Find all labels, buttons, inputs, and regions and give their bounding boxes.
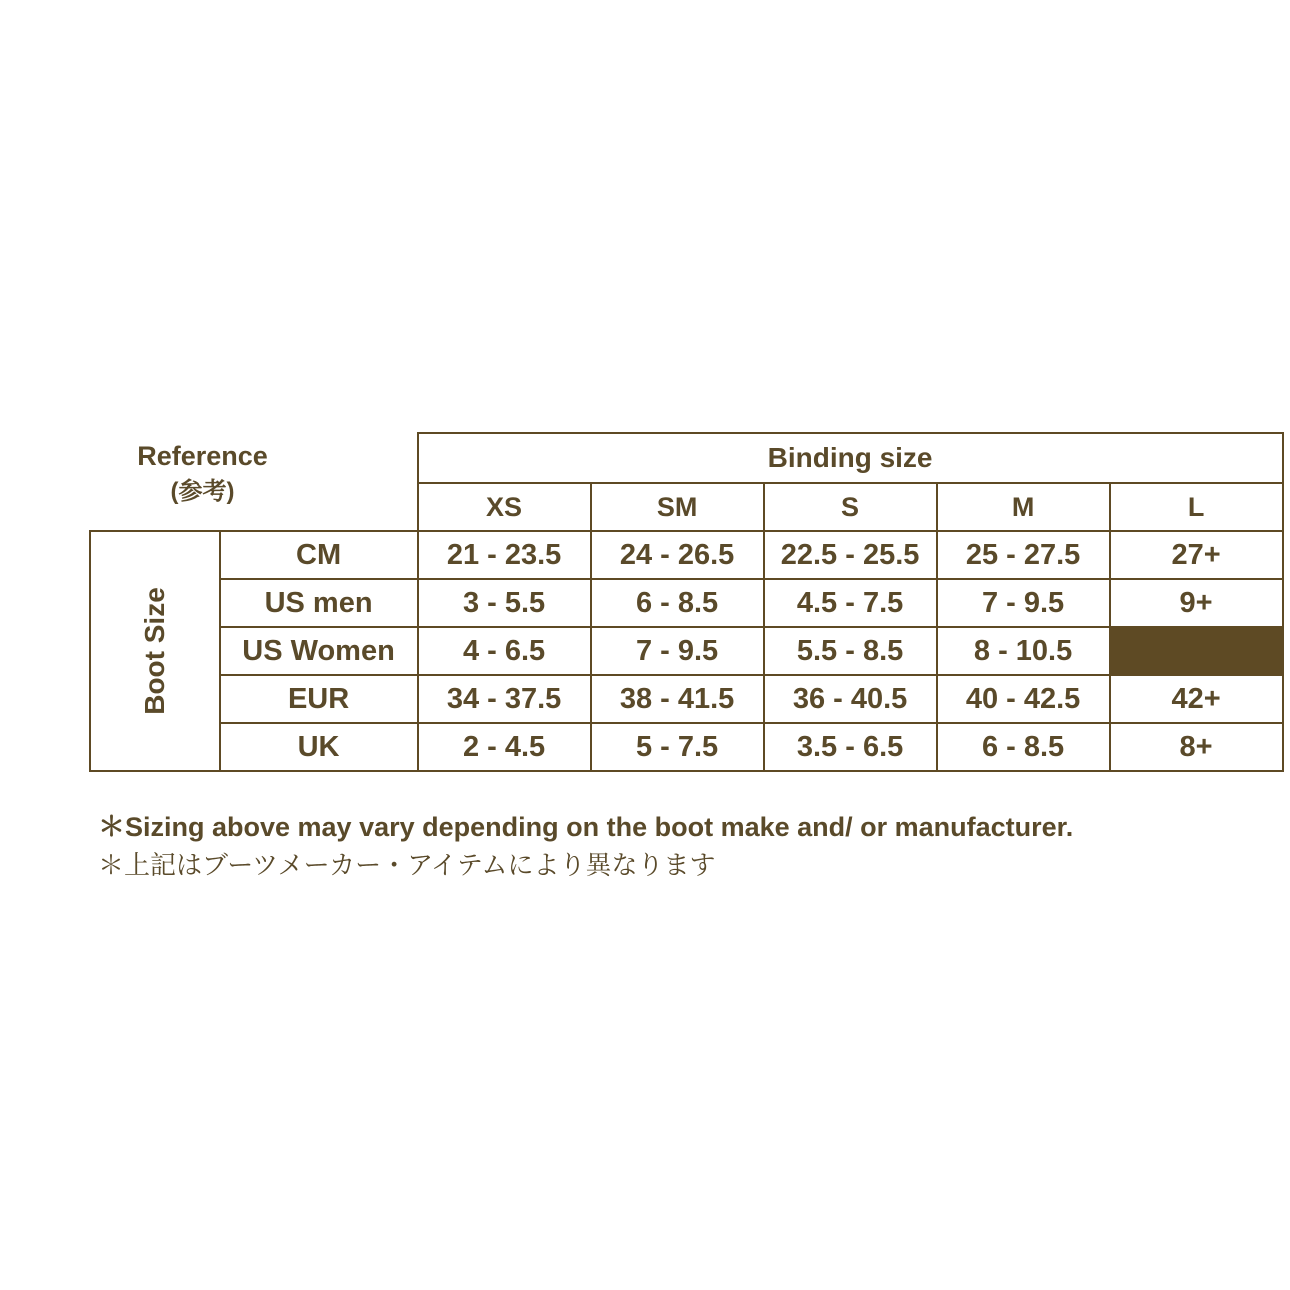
table-cell: 34 - 37.5 — [418, 675, 591, 723]
table-cell: 36 - 40.5 — [764, 675, 937, 723]
table-row — [90, 627, 1283, 675]
table-cell: 4.5 - 7.5 — [764, 579, 937, 627]
col-header-sm: SM — [591, 483, 764, 531]
table-cell: 40 - 42.5 — [937, 675, 1110, 723]
header-spacer-2 — [90, 483, 418, 531]
header-spacer — [90, 433, 418, 483]
table-cell: 2 - 4.5 — [418, 723, 591, 771]
table-cell: 6 - 8.5 — [591, 579, 764, 627]
table-cell: 5.5 - 8.5 — [764, 627, 937, 675]
table-cell: 9+ — [1110, 579, 1283, 627]
table-row — [90, 579, 1283, 627]
col-header-s: S — [764, 483, 937, 531]
table-cell: 24 - 26.5 — [591, 531, 764, 579]
table-cell: 25 - 27.5 — [937, 531, 1110, 579]
filled-cell — [1110, 627, 1283, 675]
boot-size-label-cell — [90, 531, 220, 771]
table-cell: 4 - 6.5 — [418, 627, 591, 675]
col-header-xs: XS — [418, 483, 591, 531]
footnote-english: ＊Sizing above may vary depending on the boot make and/ or manufacturer. — [98, 812, 1074, 842]
table-cell: 3.5 - 6.5 — [764, 723, 937, 771]
row-header-us-men: US men — [220, 579, 418, 627]
reference-subtitle: (参考) — [170, 478, 235, 505]
table-cell: 27+ — [1110, 531, 1283, 579]
table-row — [90, 531, 1283, 579]
col-header-l: L — [1110, 483, 1283, 531]
table-cell: 5 - 7.5 — [591, 723, 764, 771]
table-cell: 21 - 23.5 — [418, 531, 591, 579]
binding-header-row — [90, 433, 1283, 483]
row-header-us-women: US Women — [220, 627, 418, 675]
table-cell: 7 - 9.5 — [591, 627, 764, 675]
row-header-cm: CM — [220, 531, 418, 579]
table-cell: 3 - 5.5 — [418, 579, 591, 627]
boot-size-label: Boot Size — [138, 586, 170, 715]
table-cell: 42+ — [1110, 675, 1283, 723]
table-cell: 7 - 9.5 — [937, 579, 1110, 627]
row-header-eur: EUR — [220, 675, 418, 723]
row-header-uk: UK — [220, 723, 418, 771]
table-row — [90, 723, 1283, 771]
table-row — [90, 675, 1283, 723]
table-cell: 8 - 10.5 — [937, 627, 1110, 675]
col-header-m: M — [937, 483, 1110, 531]
size-chart-table — [89, 432, 1284, 772]
footnotes — [98, 808, 1248, 884]
binding-size-header: Binding size — [418, 433, 1283, 483]
table-cell: 6 - 8.5 — [937, 723, 1110, 771]
footnote-japanese: ＊上記はブーツメーカー・アイテムにより異なります — [98, 850, 716, 880]
table-cell: 38 - 41.5 — [591, 675, 764, 723]
table-cell: 22.5 - 25.5 — [764, 531, 937, 579]
table-cell: 8+ — [1110, 723, 1283, 771]
column-header-row — [90, 483, 1283, 531]
reference-title: Reference — [137, 441, 268, 471]
